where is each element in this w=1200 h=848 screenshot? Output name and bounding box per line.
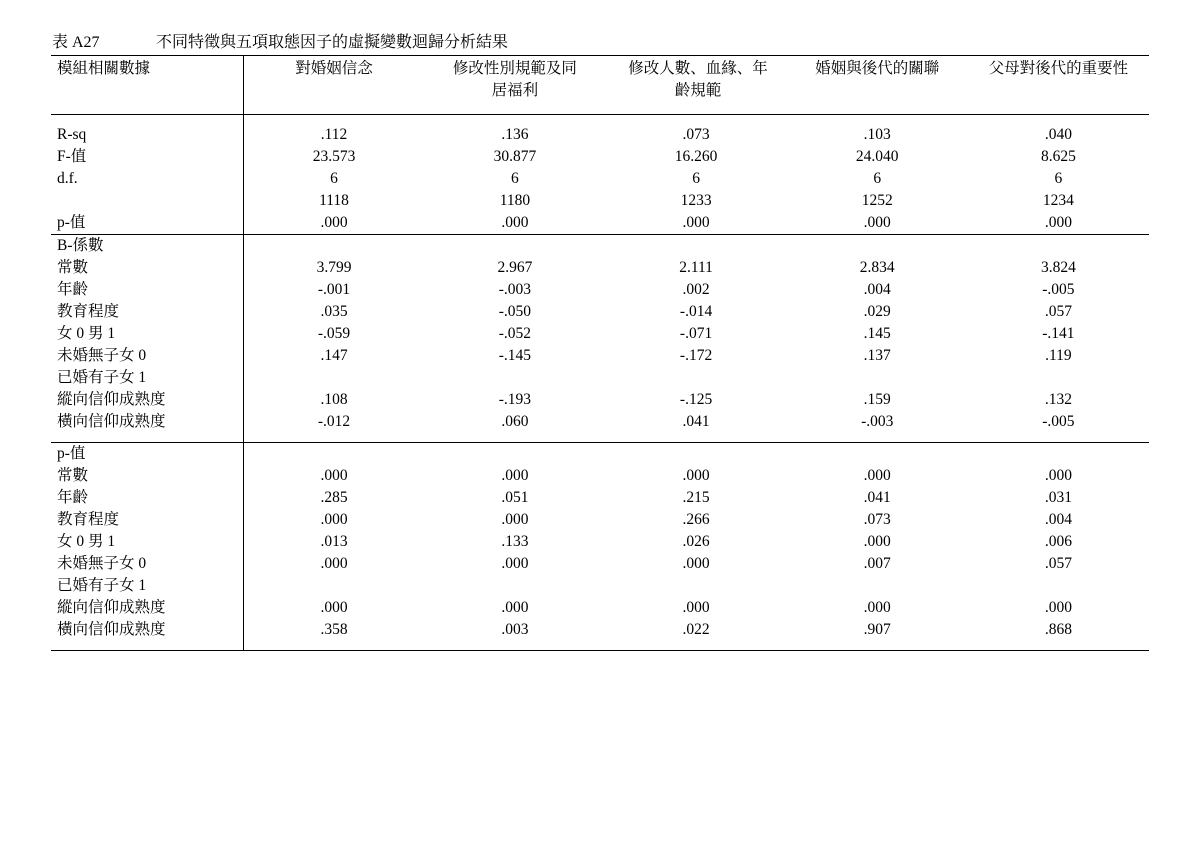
table-cell: .041 <box>682 413 710 430</box>
table-cell: .004 <box>1044 511 1072 528</box>
row-label: p-值 <box>51 212 243 235</box>
table-cell: .000 <box>1044 467 1072 484</box>
table-cell <box>424 575 605 597</box>
table-cell: .000 <box>501 511 529 528</box>
table-cell <box>424 443 605 466</box>
table-cell: .907 <box>863 621 891 638</box>
table-cell <box>243 443 424 466</box>
table-cell: .000 <box>682 467 710 484</box>
table-cell: .003 <box>501 621 529 638</box>
table-cell: 6 <box>873 170 882 187</box>
row-label: 已婚有子女 1 <box>51 367 243 389</box>
table-cell: .000 <box>682 555 710 572</box>
table-cell: .137 <box>863 347 891 364</box>
row-label: 常數 <box>51 465 243 487</box>
row-label: 已婚有子女 1 <box>51 575 243 597</box>
row-label <box>51 190 243 212</box>
row-label: 女 0 男 1 <box>51 531 243 553</box>
table-row <box>51 235 1149 258</box>
row-label: 年齡 <box>51 487 243 509</box>
section-spacer <box>51 433 1149 443</box>
header-row <box>51 56 1149 115</box>
table-cell <box>243 367 424 389</box>
regression-table <box>51 55 1149 651</box>
table-cell: .073 <box>863 511 891 528</box>
row-label: p-值 <box>51 443 243 466</box>
row-label: 教育程度 <box>51 509 243 531</box>
table-cell: .000 <box>501 555 529 572</box>
table-cell: -.012 <box>317 413 351 430</box>
row-label: 縱向信仰成熟度 <box>51 597 243 619</box>
table-cell: -.052 <box>498 325 532 342</box>
table-row <box>51 553 1149 575</box>
row-label: 常數 <box>51 257 243 279</box>
row-label: 女 0 男 1 <box>51 323 243 345</box>
table-cell <box>605 367 786 389</box>
table-cell: .004 <box>863 281 891 298</box>
table-cell: -.050 <box>498 303 532 320</box>
table-row <box>51 531 1149 553</box>
table-cell: -.145 <box>498 347 532 364</box>
column-header: 修改性別規範及同居福利 <box>424 56 605 115</box>
table-cell: .000 <box>320 467 348 484</box>
table-cell: 30.877 <box>493 148 537 165</box>
table-caption <box>52 29 508 52</box>
table-row <box>51 597 1149 619</box>
table-cell: 3.799 <box>316 259 352 276</box>
table-cell: .215 <box>682 489 710 506</box>
row-label: 未婚無子女 0 <box>51 345 243 367</box>
table-cell <box>605 575 786 597</box>
table-cell <box>787 367 968 389</box>
table-cell: .000 <box>243 212 424 235</box>
table-cell: .029 <box>863 303 891 320</box>
table-row <box>51 487 1149 509</box>
table-cell: .041 <box>863 489 891 506</box>
column-header: 婚姻與後代的關聯 <box>787 56 968 115</box>
table-cell: .000 <box>682 599 710 616</box>
table-cell: -.014 <box>679 303 713 320</box>
table-cell: .013 <box>320 533 348 550</box>
row-label: R-sq <box>51 124 243 146</box>
table-cell: 1180 <box>499 192 531 209</box>
table-cell: .145 <box>863 325 891 342</box>
section-spacer <box>51 641 1149 651</box>
table-row <box>51 257 1149 279</box>
table-row <box>51 168 1149 190</box>
table-cell <box>787 443 968 466</box>
row-label: 未婚無子女 0 <box>51 553 243 575</box>
table-cell: .266 <box>682 511 710 528</box>
table-cell: .103 <box>863 126 891 143</box>
table-cell: .119 <box>1045 347 1072 364</box>
table-row <box>51 323 1149 345</box>
table-cell <box>787 575 968 597</box>
table-row <box>51 345 1149 367</box>
table-cell: .007 <box>863 555 891 572</box>
table-cell: 6 <box>511 170 519 187</box>
table-cell: .057 <box>1044 303 1072 320</box>
table-row <box>51 301 1149 323</box>
table-cell: .000 <box>320 555 348 572</box>
table-cell: .000 <box>501 599 529 616</box>
table-cell: .051 <box>501 489 529 506</box>
table-cell: 3.824 <box>1040 259 1076 276</box>
table-cell: .031 <box>1044 489 1072 506</box>
table-cell <box>787 235 968 258</box>
table-cell: .000 <box>501 467 529 484</box>
table-cell: 16.260 <box>674 148 718 165</box>
table-row <box>51 465 1149 487</box>
table-cell: -.193 <box>498 391 532 408</box>
table-cell <box>243 575 424 597</box>
table-cell: .000 <box>863 467 891 484</box>
table-cell: -.005 <box>1042 281 1075 298</box>
table-cell: .073 <box>682 126 710 143</box>
table-cell: -.003 <box>498 281 532 298</box>
table-cell: .035 <box>320 303 348 320</box>
table-cell: -.005 <box>1042 413 1075 430</box>
table-cell: -.003 <box>861 413 894 430</box>
table-cell: .358 <box>320 621 348 638</box>
table-cell: 1118 <box>319 192 349 209</box>
row-label: 年齡 <box>51 279 243 301</box>
table-cell: .006 <box>1044 533 1072 550</box>
table-cell: .000 <box>787 212 968 235</box>
table-cell: 1252 <box>861 192 893 209</box>
table-cell: 23.573 <box>312 148 356 165</box>
table-row <box>51 146 1149 168</box>
table-cell <box>968 443 1149 466</box>
row-label: 教育程度 <box>51 301 243 323</box>
table-cell <box>424 367 605 389</box>
table-cell: -.001 <box>317 281 351 298</box>
table-cell: .132 <box>1044 391 1072 408</box>
table-cell <box>968 367 1149 389</box>
table-cell: .868 <box>1044 621 1072 638</box>
table-cell: .112 <box>320 126 348 143</box>
table-cell <box>968 235 1149 258</box>
table-cell: 1234 <box>1042 192 1074 209</box>
table-cell: .000 <box>605 212 786 235</box>
table-cell: -.141 <box>1042 325 1075 342</box>
table-row <box>51 411 1149 433</box>
table-cell: 24.040 <box>855 148 899 165</box>
table-cell: -.172 <box>679 347 713 364</box>
table-cell: .000 <box>968 212 1149 235</box>
table-cell: .133 <box>501 533 529 550</box>
table-cell: .159 <box>863 391 891 408</box>
table-cell: 2.111 <box>679 259 713 276</box>
table-cell <box>605 235 786 258</box>
table-row <box>51 575 1149 597</box>
table-cell: .000 <box>863 533 891 550</box>
table-cell: 6 <box>330 170 338 187</box>
row-label-header: 模組相關數據 <box>51 56 243 115</box>
row-label: 橫向信仰成熟度 <box>51 411 243 433</box>
table-cell: .136 <box>501 126 529 143</box>
table-row <box>51 509 1149 531</box>
table-cell: .040 <box>1044 126 1072 143</box>
table-row <box>51 190 1149 212</box>
table-cell: 2.967 <box>497 259 533 276</box>
table-title: 不同特徵與五項取態因子的虛擬變數迴歸分析結果 <box>156 34 509 51</box>
table-cell: 1233 <box>680 192 712 209</box>
table-cell: .000 <box>1044 599 1072 616</box>
row-label: B-係數 <box>51 235 243 258</box>
column-header: 對婚姻信念 <box>243 56 424 115</box>
table-body <box>51 115 1149 651</box>
table-cell: .108 <box>320 391 348 408</box>
column-header: 修改人數、血緣、年齡規範 <box>605 56 786 115</box>
table-cell: .000 <box>424 212 605 235</box>
table-row <box>51 124 1149 146</box>
table-row <box>51 279 1149 301</box>
table-cell: .002 <box>682 281 710 298</box>
row-label: F-值 <box>51 146 243 168</box>
table-cell: 6 <box>692 170 700 187</box>
table-cell <box>424 235 605 258</box>
row-label: 縱向信仰成熟度 <box>51 389 243 411</box>
table-row <box>51 443 1149 466</box>
table-cell <box>968 575 1149 597</box>
table-cell: .057 <box>1044 555 1072 572</box>
table-cell: .000 <box>320 511 348 528</box>
table-cell: -.059 <box>317 325 351 342</box>
table-cell: 6 <box>1054 170 1063 187</box>
table-cell: .026 <box>682 533 710 550</box>
table-number: 表 A27 <box>52 34 100 51</box>
table-cell <box>243 235 424 258</box>
table-row <box>51 367 1149 389</box>
table-cell: .000 <box>320 599 348 616</box>
table-cell: -.125 <box>679 391 713 408</box>
row-label: 橫向信仰成熟度 <box>51 619 243 641</box>
table-cell: .022 <box>682 621 710 638</box>
row-label: d.f. <box>51 168 243 190</box>
table-cell: -.071 <box>679 325 713 342</box>
table-cell: .147 <box>320 347 348 364</box>
table-row <box>51 619 1149 641</box>
table-cell: .060 <box>501 413 529 430</box>
table-cell: 2.834 <box>859 259 895 276</box>
table-row <box>51 212 1149 235</box>
table-cell: 8.625 <box>1040 148 1076 165</box>
table-cell: .285 <box>320 489 348 506</box>
table-cell <box>605 443 786 466</box>
table-cell: .000 <box>863 599 891 616</box>
table-row <box>51 389 1149 411</box>
column-header: 父母對後代的重要性 <box>968 56 1149 115</box>
